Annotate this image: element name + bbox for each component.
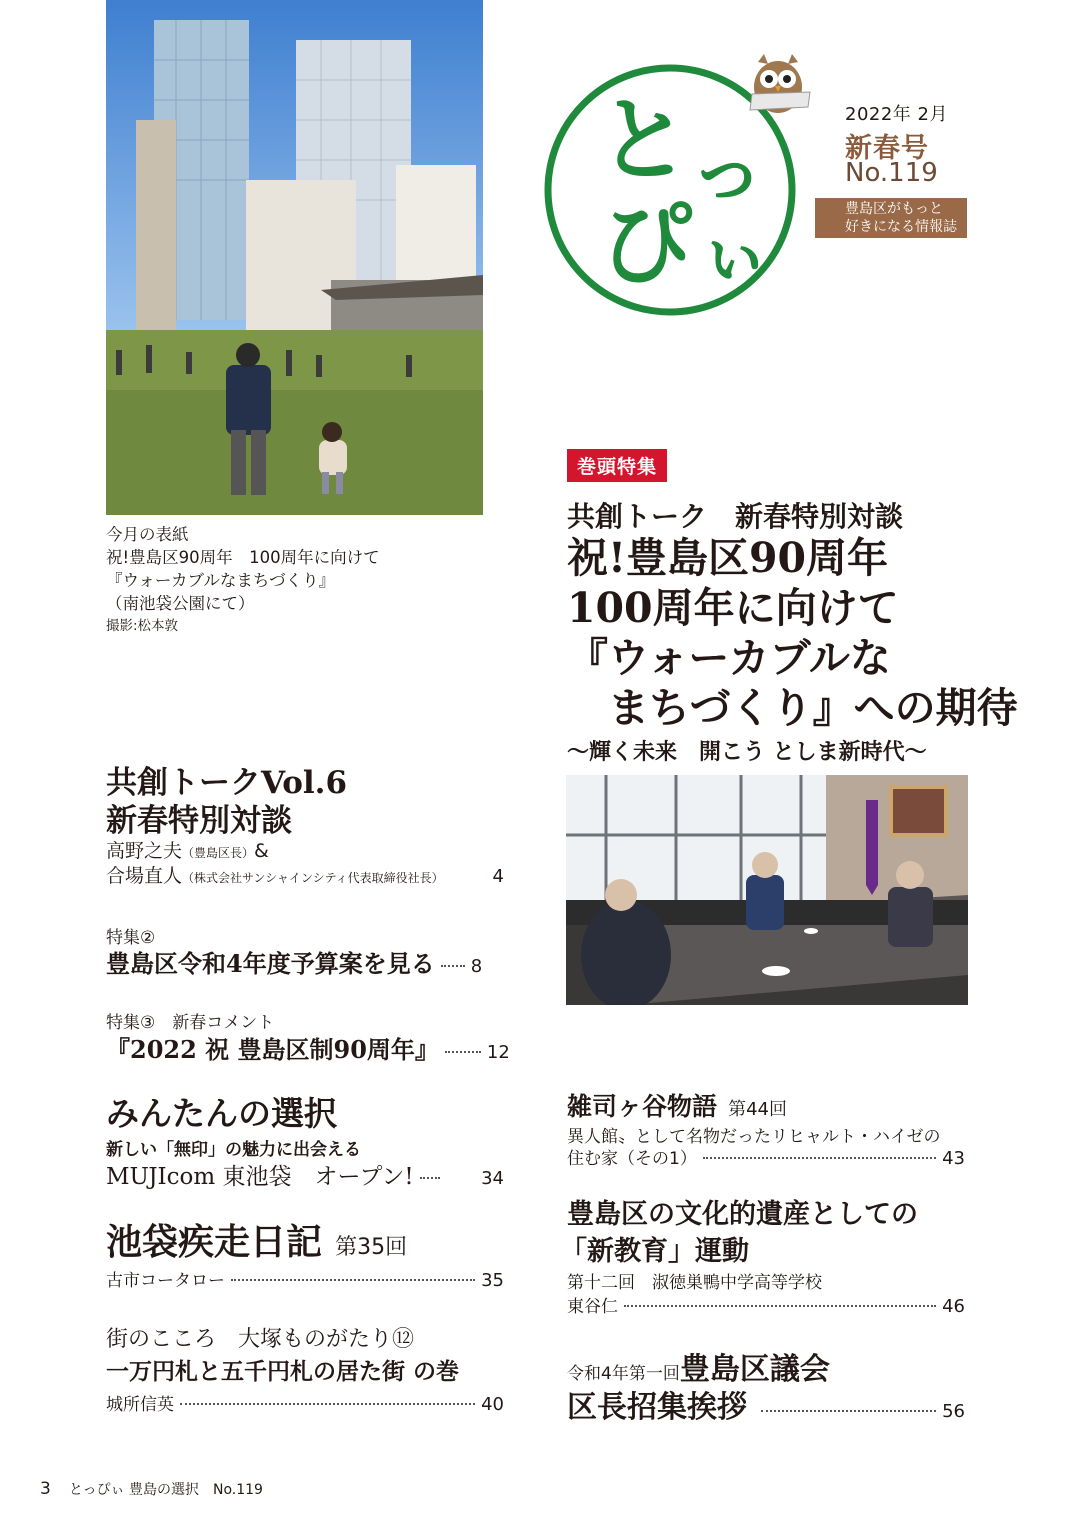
leader-dots [231,1279,475,1281]
footer-page-number: 3 [40,1479,51,1499]
page-footer [40,1479,263,1499]
footer-text: とっぴぃ 豊島の選択 No.119 [68,1482,263,1498]
person-name: 高野之夫 [106,840,183,862]
logo-tagline [815,198,967,238]
tagline-line: 豊島区がもっと [845,201,943,217]
leader-dots [624,1305,936,1307]
toc-mintan [106,1158,504,1191]
logo-char: っ [690,129,764,215]
toc-otsuka-title: 一万円札と五千円札の居た街 の巻 [106,1358,460,1385]
page-number: 8 [470,956,483,977]
toc-council [567,1382,965,1426]
tagline-line: 好きになる情報誌 [845,219,957,235]
toc-talk-heading: 新春特別対談 [106,803,292,839]
issue-date: 2022年 2月 [845,104,948,125]
toc-otsuka-line: 街のこころ 大塚ものがたり⑫ [106,1327,415,1352]
logo-char: ぃ [700,212,770,294]
toc-diary [106,1266,504,1291]
toc-mintan-sub: 新しい「無印」の魅力に出会える [106,1140,361,1160]
toc-special3 [106,1030,510,1065]
toc-line-text: 住む家（その1） [567,1149,697,1169]
toc-culture-line: 第十二回 淑徳巣鴨中学高等学校 [567,1273,822,1293]
page-number: 40 [481,1394,504,1415]
toc-special3-label: 特集③ 新春コメント [106,1013,275,1033]
toc-title: MUJIcom 東池袋 オープン! [106,1164,414,1190]
episode-label: 第35回 [335,1235,408,1260]
toc-talk-heading: 共創トークVol.6 [106,765,348,801]
logo-char: と [598,87,691,194]
leader-dots [445,1051,481,1053]
toc-zoshigaya-line: 異人館〟として名物だったリヒャルト・ハイゼの [567,1127,941,1147]
ampersand: & [254,840,269,862]
toc-talk-person [106,836,269,863]
toc-title: 区長招集挨拶 [567,1390,747,1425]
cover-photo [106,0,483,515]
toc-title: 『2022 祝 豊島区制90周年』 [106,1035,439,1064]
toc-talk-person [106,861,504,888]
person-role: （株式会社サンシャインシティ代表取締役社長） [182,871,444,885]
person-name: 合場直人 [106,865,183,887]
cover-caption [106,523,380,638]
page-number: 4 [492,866,504,887]
issue-number: No.119 [845,158,938,188]
page-number: 46 [942,1296,965,1317]
feature-badge: 巻頭特集 [567,449,667,482]
owl-icon [750,54,810,113]
leader-dots [761,1410,936,1412]
toc-prefix: 令和4年第一回 [567,1364,680,1384]
toc-title: 豊島区令和4年度予算案を見る [106,949,435,978]
author: 東谷仁 [567,1297,618,1317]
page-number: 35 [481,1270,504,1291]
toc-zoshigaya [567,1144,965,1169]
page-number: 56 [942,1401,965,1422]
page-number: 12 [486,1042,510,1063]
feature-tagline: ～輝く未来 開こう としま新時代～ [567,739,927,765]
logo-char: ぴ [600,192,693,299]
issue-season: 新春号 [845,133,929,164]
feature-title: 祝!豊島区90周年 100周年に向けて 『ウォーカブルな まちづくり』への期待 [567,534,1018,732]
page-number: 43 [942,1148,965,1169]
caption-line: （南池袋公園にて） [106,594,255,613]
leader-dots [703,1157,936,1159]
toc-culture [567,1292,965,1317]
leader-dots [180,1403,475,1405]
toc-otsuka [106,1390,504,1415]
toc-culture-heading: 「新教育」運動 [560,1236,749,1267]
toc-zoshigaya-heading [567,1087,787,1123]
caption-line: 祝!豊島区90周年 100周年に向けて [106,548,380,567]
caption-line: 今月の表紙 [106,525,189,544]
toc-title: 池袋疾走日記 [106,1221,323,1263]
photo-credit: 撮影:松本敦 [106,618,179,634]
toc-special2 [106,944,504,979]
toc-culture-heading: 豊島区の文化的遺産としての [567,1199,918,1230]
page-number: 34 [481,1168,504,1189]
caption-line: 『ウォーカブルなまちづくり』 [106,571,336,590]
person-role: （豊島区長） [182,846,255,860]
toc-title: 雑司ヶ谷物語 [567,1092,718,1121]
toc-diary-heading [106,1214,407,1265]
episode-label: 第44回 [728,1099,788,1120]
author: 古市コータロー [106,1271,225,1291]
feature-subtitle: 共創トーク 新春特別対談 [567,500,904,533]
toc-title: 豊島区議会 [679,1352,830,1387]
author: 城所信英 [106,1395,174,1415]
leader-dots [441,965,465,967]
toc-special2-label: 特集② [106,928,156,948]
leader-dots [420,1177,440,1179]
toc-mintan-heading: みんたんの選択 [106,1094,337,1133]
meeting-photo [566,775,968,1005]
